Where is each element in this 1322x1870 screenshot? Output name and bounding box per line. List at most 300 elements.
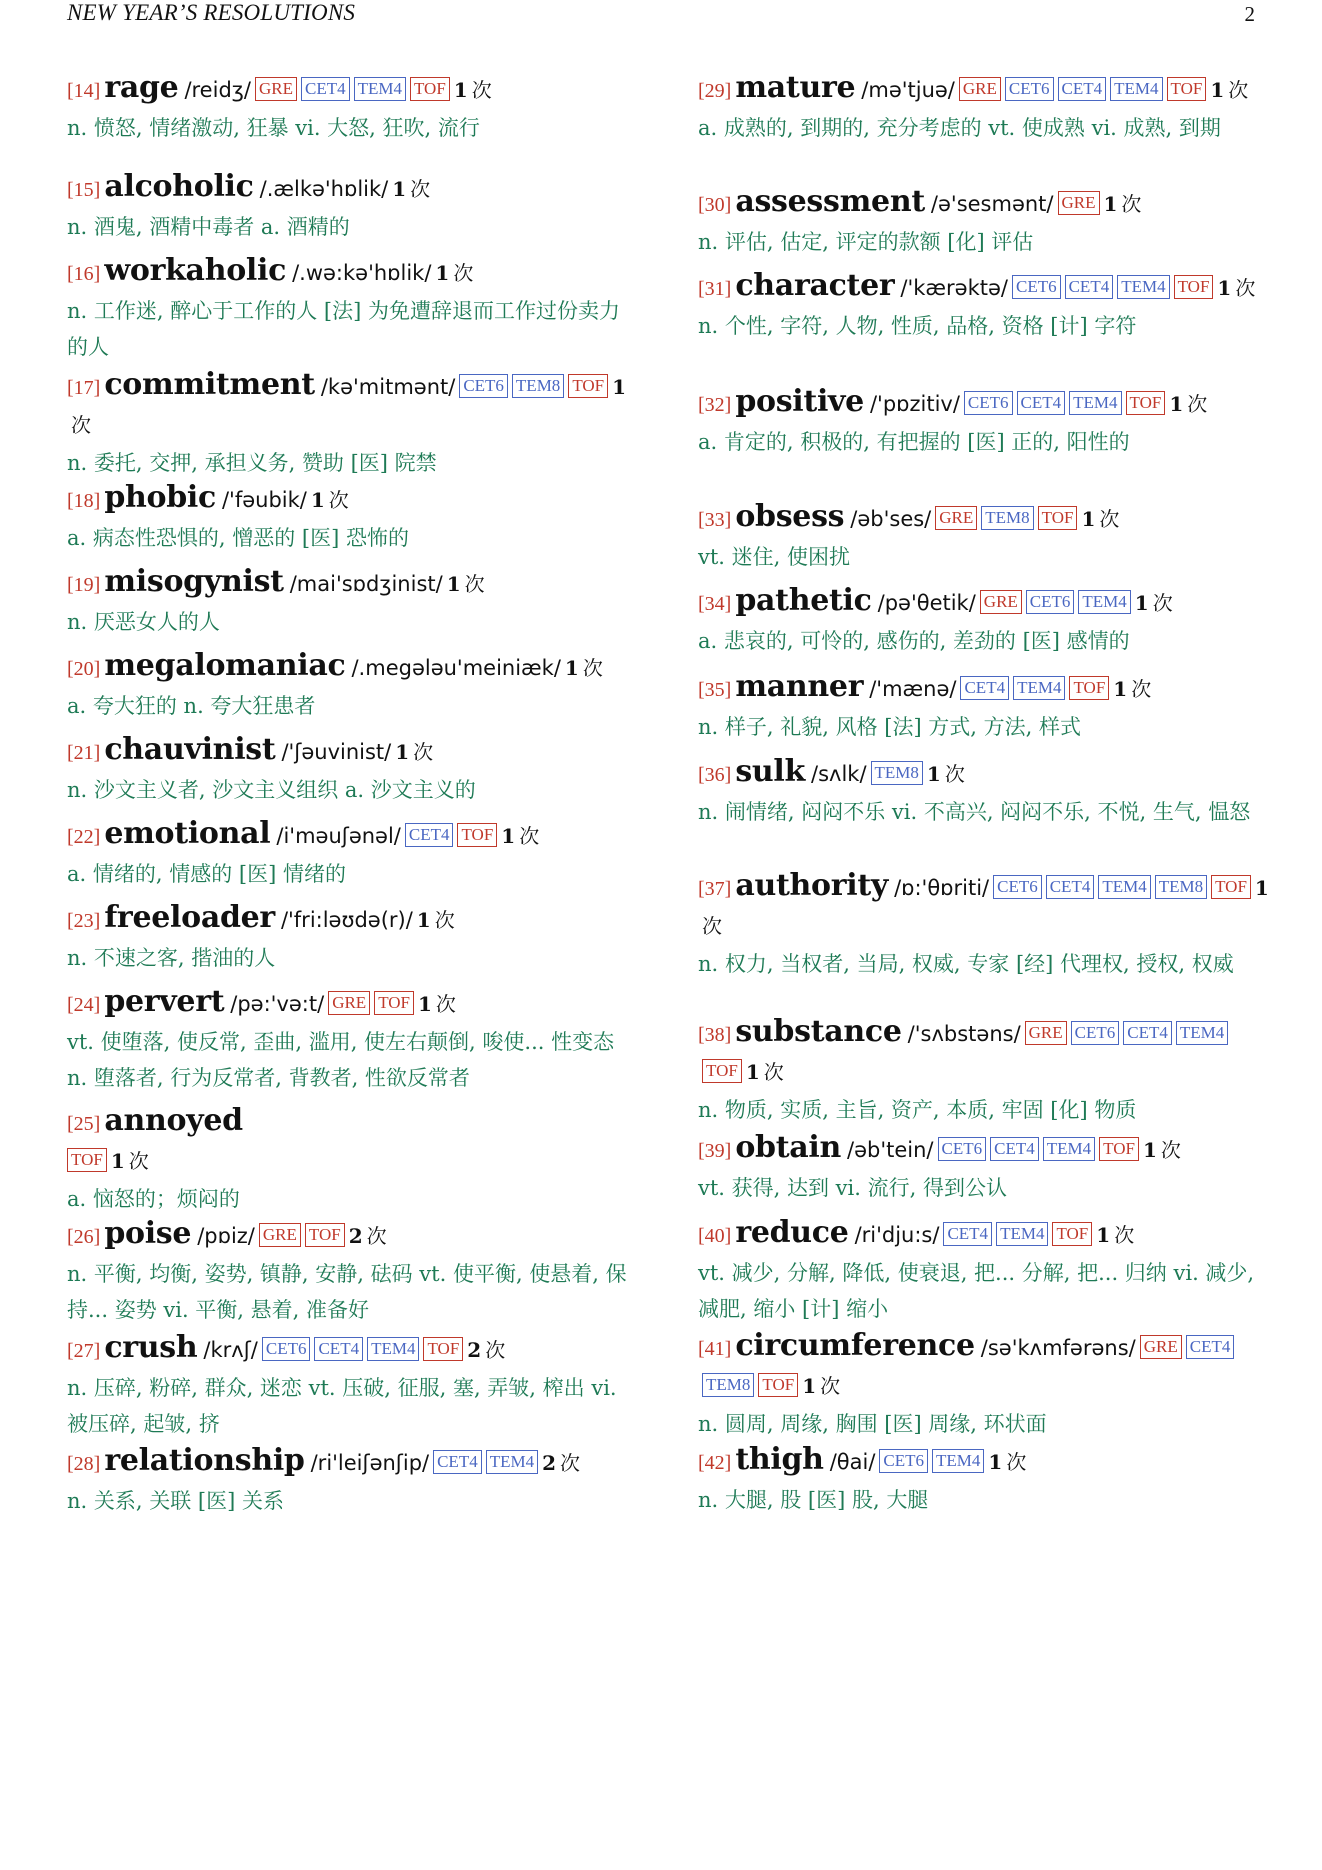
entry-number: [26] — [67, 1226, 101, 1248]
vocab-entry — [67, 169, 637, 245]
exam-tag: TOF — [758, 1373, 798, 1397]
headword: positive — [735, 384, 864, 419]
count-suffix: 次 — [413, 740, 434, 764]
pronunciation: /'pɒzitiv/ — [869, 392, 960, 416]
entry-number: [34] — [698, 593, 732, 615]
count-suffix: 次 — [519, 824, 540, 848]
count-suffix: 次 — [1099, 507, 1120, 531]
exam-tag: TEM8 — [512, 374, 564, 398]
definition: n. 权力, 当权者, 当局, 权威, 专家 [经] 代理权, 授权, 权威 — [698, 952, 1234, 976]
entry-headline — [698, 268, 1270, 308]
occurrence-count — [501, 824, 539, 848]
count-value: 2 — [467, 1338, 482, 1362]
definition: vt. 获得, 达到 vi. 流行, 得到公认 — [698, 1176, 1007, 1200]
count-suffix: 次 — [1160, 1138, 1181, 1162]
count-value: 2 — [542, 1451, 557, 1475]
pronunciation: /pə:'və:t/ — [230, 992, 325, 1016]
headword: annoyed — [104, 1103, 243, 1138]
exam-tag: TOF — [568, 374, 608, 398]
definition: a. 肯定的, 积极的, 有把握的 [医] 正的, 阳性的 — [698, 430, 1130, 454]
exam-tag: CET4 — [314, 1337, 363, 1361]
exam-tag: TOF — [1174, 275, 1214, 299]
count-suffix: 次 — [328, 488, 349, 512]
count-value: 1 — [446, 572, 461, 596]
count-value: 1 — [416, 908, 431, 932]
pronunciation: /sʌlk/ — [811, 762, 867, 786]
entry-number: [41] — [698, 1338, 732, 1360]
pronunciation: /reidʒ/ — [184, 78, 251, 102]
exam-tag: TOF — [374, 991, 414, 1015]
entry-headline — [698, 70, 1270, 110]
exam-tag: GRE — [935, 506, 977, 530]
vocab-entry — [67, 480, 637, 556]
count-value: 1 — [612, 375, 627, 399]
entry-headline — [698, 1014, 1270, 1092]
occurrence-count — [1169, 392, 1207, 416]
entry-number: [20] — [67, 658, 101, 680]
pronunciation: /ɒ:'θɒriti/ — [894, 876, 990, 900]
pronunciation: /'mænə/ — [869, 677, 957, 701]
count-suffix: 次 — [464, 572, 485, 596]
vocab-entry — [67, 648, 637, 724]
vocab-entry — [698, 1130, 1270, 1206]
count-value: 1 — [501, 824, 516, 848]
entry-number: [15] — [67, 179, 101, 201]
entry-headline — [698, 754, 1270, 794]
count-value: 1 — [1254, 876, 1269, 900]
exam-tag: TOF — [423, 1337, 463, 1361]
headword: mature — [735, 70, 856, 105]
pronunciation: /sə'kʌmfərəns/ — [980, 1336, 1136, 1360]
vocab-entry — [698, 1442, 1270, 1518]
count-value: 1 — [1134, 591, 1149, 615]
count-value: 1 — [1081, 507, 1096, 531]
entry-number: [25] — [67, 1113, 101, 1135]
count-suffix: 次 — [71, 413, 91, 437]
exam-tag: CET4 — [1123, 1021, 1172, 1045]
headword: megalomaniac — [104, 648, 346, 683]
vocab-entry — [67, 1216, 637, 1328]
entry-number: [21] — [67, 742, 101, 764]
headword: emotional — [104, 816, 271, 851]
vocab-entry — [698, 499, 1270, 575]
occurrence-count — [565, 656, 603, 680]
headword: rage — [104, 70, 179, 105]
definition: n. 物质, 实质, 主旨, 资产, 本质, 牢固 [化] 物质 — [698, 1098, 1137, 1122]
entry-headline — [698, 868, 1270, 946]
definition: n. 愤怒, 情绪激动, 狂暴 vi. 大怒, 狂吹, 流行 — [67, 116, 480, 140]
definition: n. 不速之客, 揩油的人 — [67, 946, 276, 970]
pronunciation: /ə'sesmənt/ — [930, 192, 1054, 216]
exam-tag: TEM4 — [367, 1337, 419, 1361]
exam-tag: TEM8 — [981, 506, 1033, 530]
vocab-entry — [698, 583, 1270, 659]
count-value: 1 — [395, 740, 410, 764]
entry-headline — [67, 169, 637, 209]
definition: n. 关系, 关联 [医] 关系 — [67, 1489, 284, 1513]
definition: n. 厌恶女人的人 — [67, 610, 220, 634]
exam-tag: TOF — [1126, 391, 1166, 415]
entry-number: [18] — [67, 490, 101, 512]
pronunciation: /krʌʃ/ — [203, 1338, 258, 1362]
exam-tag: TEM4 — [1078, 590, 1130, 614]
pronunciation: /əb'ses/ — [850, 507, 932, 531]
vocab-entry — [698, 70, 1270, 146]
vocab-entry — [67, 1443, 637, 1519]
occurrence-count — [1113, 677, 1151, 701]
occurrence-count — [467, 1338, 505, 1362]
pronunciation: /mə'tjuə/ — [861, 78, 955, 102]
exam-tag: TEM4 — [932, 1449, 984, 1473]
vocab-entry — [67, 253, 637, 365]
entry-headline — [67, 1443, 637, 1483]
exam-tag: CET4 — [1065, 275, 1114, 299]
headword: pervert — [104, 984, 225, 1019]
count-value: 1 — [392, 177, 407, 201]
pronunciation: /'fri:ləʊdə(r)/ — [280, 908, 413, 932]
definition: a. 悲哀的, 可怜的, 感伤的, 差劲的 [医] 感情的 — [698, 629, 1130, 653]
exam-tag: CET6 — [1071, 1021, 1120, 1045]
exam-tag: TEM4 — [1176, 1021, 1228, 1045]
exam-tag: CET4 — [943, 1222, 992, 1246]
entry-headline — [698, 669, 1270, 709]
pronunciation: /.ælkə'hɒlik/ — [259, 177, 389, 201]
exam-tag: CET6 — [879, 1449, 928, 1473]
pronunciation: /əb'tein/ — [847, 1138, 934, 1162]
headword: misogynist — [104, 564, 284, 599]
entry-headline — [67, 984, 637, 1024]
occurrence-count — [1135, 591, 1173, 615]
vocab-entry — [698, 754, 1270, 830]
exam-tag: CET6 — [1026, 590, 1075, 614]
count-suffix: 次 — [471, 78, 492, 102]
headword: assessment — [735, 184, 925, 219]
pronunciation: /mai'sɒdʒinist/ — [289, 572, 443, 596]
entry-number: [31] — [698, 278, 732, 300]
occurrence-count — [1096, 1223, 1134, 1247]
count-suffix: 次 — [582, 656, 603, 680]
pronunciation: /ri'dju:s/ — [854, 1223, 940, 1247]
entry-number: [16] — [67, 263, 101, 285]
exam-tag: TOF — [1211, 875, 1251, 899]
entry-headline — [67, 816, 637, 856]
entry-headline — [67, 70, 637, 110]
exam-tag: CET6 — [262, 1337, 311, 1361]
occurrence-count — [1210, 78, 1248, 102]
count-value: 1 — [745, 1060, 760, 1084]
headword: character — [735, 268, 895, 303]
count-value: 1 — [1103, 192, 1118, 216]
pronunciation: /.megələu'meiniæk/ — [351, 656, 561, 680]
count-value: 1 — [453, 78, 468, 102]
exam-tag: GRE — [1058, 191, 1100, 215]
count-value: 1 — [1210, 78, 1225, 102]
exam-tag: TEM4 — [1013, 676, 1065, 700]
exam-tag: CET4 — [1058, 77, 1107, 101]
headword: crush — [104, 1330, 198, 1365]
entry-number: [19] — [67, 574, 101, 596]
entry-number: [38] — [698, 1024, 732, 1046]
entry-number: [36] — [698, 764, 732, 786]
page-title: NEW YEAR’S RESOLUTIONS — [67, 0, 356, 25]
pronunciation: /'fəubik/ — [221, 488, 307, 512]
vocab-entry — [67, 1330, 637, 1442]
exam-tag: CET6 — [964, 391, 1013, 415]
entry-number: [32] — [698, 394, 732, 416]
count-suffix: 次 — [1114, 1223, 1135, 1247]
vocab-entry — [698, 669, 1270, 745]
exam-tag: TOF — [1052, 1222, 1092, 1246]
entry-headline — [698, 583, 1270, 623]
definition: n. 工作迷, 醉心于工作的人 [法] 为免遭辞退而工作过份卖力的人 — [67, 299, 620, 359]
headword: sulk — [735, 754, 806, 789]
occurrence-count — [927, 762, 965, 786]
entry-number: [29] — [698, 80, 732, 102]
pronunciation: /pə'θetik/ — [877, 591, 976, 615]
count-suffix: 次 — [1228, 78, 1249, 102]
definition: n. 压碎, 粉碎, 群众, 迷恋 vt. 压破, 征服, 塞, 弄皱, 榨出 vi. 被压碎, 起皱, 挤 — [67, 1376, 617, 1436]
definition: a. 夸大狂的 n. 夸大狂患者 — [67, 694, 316, 718]
count-value: 1 — [435, 261, 450, 285]
entry-headline — [698, 1130, 1270, 1170]
vocab-entry — [698, 868, 1270, 982]
count-suffix: 次 — [485, 1338, 506, 1362]
count-suffix: 次 — [366, 1224, 387, 1248]
count-value: 1 — [1113, 677, 1128, 701]
definition: a. 情绪的, 情感的 [医] 情绪的 — [67, 862, 346, 886]
exam-tag: GRE — [255, 77, 297, 101]
pronunciation: /pɒiz/ — [197, 1224, 255, 1248]
vocab-entry — [698, 268, 1270, 344]
exam-tag: TEM4 — [486, 1450, 538, 1474]
exam-tag: TEM4 — [1043, 1137, 1095, 1161]
entry-number: [24] — [67, 994, 101, 1016]
count-suffix: 次 — [1187, 392, 1208, 416]
occurrence-count — [395, 740, 433, 764]
headword: phobic — [104, 480, 216, 515]
entry-headline — [698, 1215, 1270, 1255]
exam-tag: TOF — [1069, 676, 1109, 700]
headword: workaholic — [104, 253, 287, 288]
count-suffix: 次 — [560, 1451, 581, 1475]
vocab-entry — [698, 1014, 1270, 1128]
count-value: 1 — [110, 1149, 125, 1173]
exam-tag: TOF — [1167, 77, 1207, 101]
entry-headline — [67, 732, 637, 772]
entry-headline — [698, 499, 1270, 539]
exam-tag: TEM4 — [1069, 391, 1121, 415]
definition: n. 评估, 估定, 评定的款额 [化] 评估 — [698, 230, 1034, 254]
count-value: 1 — [1169, 392, 1184, 416]
page-header — [67, 0, 1255, 26]
exam-tag: CET4 — [405, 823, 454, 847]
pronunciation: /ri'leiʃənʃip/ — [310, 1451, 430, 1475]
headword: freeloader — [104, 900, 275, 935]
exam-tag: TEM8 — [871, 761, 923, 785]
entry-headline — [67, 1103, 637, 1181]
definition: n. 平衡, 均衡, 姿势, 镇静, 安静, 砝码 vt. 使平衡, 使悬着, 保持... 姿势 vi. 平衡, 悬着, 准备好 — [67, 1262, 627, 1322]
exam-tag: CET6 — [1005, 77, 1054, 101]
vocab-entry — [67, 70, 637, 146]
entry-number: [33] — [698, 509, 732, 531]
exam-tag: CET4 — [1046, 875, 1095, 899]
occurrence-count — [988, 1450, 1026, 1474]
definition: n. 大腿, 股 [医] 股, 大腿 — [698, 1488, 929, 1512]
headword: authority — [735, 868, 889, 903]
headword: manner — [735, 669, 864, 704]
entry-number: [27] — [67, 1340, 101, 1362]
exam-tag: TOF — [410, 77, 450, 101]
page-number: 2 — [1244, 2, 1255, 26]
headword: obtain — [735, 1130, 842, 1165]
exam-tag: CET6 — [938, 1137, 987, 1161]
definition: a. 病态性恐惧的, 憎恶的 [医] 恐怖的 — [67, 526, 409, 550]
count-value: 1 — [802, 1374, 817, 1398]
exam-tag: TOF — [67, 1148, 107, 1172]
occurrence-count — [417, 908, 455, 932]
occurrence-count — [447, 572, 485, 596]
entry-headline — [67, 1330, 637, 1370]
count-suffix: 次 — [1121, 192, 1142, 216]
occurrence-count — [454, 78, 492, 102]
headword: circumference — [735, 1328, 975, 1363]
entry-number: [37] — [698, 878, 732, 900]
vocab-entry — [698, 1215, 1270, 1327]
count-value: 1 — [564, 656, 579, 680]
vocab-entry — [67, 564, 637, 640]
entry-number: [39] — [698, 1140, 732, 1162]
count-suffix: 次 — [128, 1149, 149, 1173]
headword: obsess — [735, 499, 845, 534]
exam-tag: GRE — [980, 590, 1022, 614]
count-suffix: 次 — [434, 908, 455, 932]
entry-number: [14] — [67, 80, 101, 102]
pronunciation: /'sʌbstəns/ — [907, 1022, 1021, 1046]
definition: n. 沙文主义者, 沙文主义组织 a. 沙文主义的 — [67, 778, 476, 802]
exam-tag: TEM4 — [1098, 875, 1150, 899]
exam-tag: TOF — [457, 823, 497, 847]
headword: thigh — [735, 1442, 824, 1477]
occurrence-count — [1104, 192, 1142, 216]
count-value: 1 — [1096, 1223, 1111, 1247]
pronunciation: /kə'mitmənt/ — [320, 375, 456, 399]
count-suffix: 次 — [1235, 276, 1256, 300]
exam-tag: TOF — [1099, 1137, 1139, 1161]
count-suffix: 次 — [1131, 677, 1152, 701]
definition: n. 闹情绪, 闷闷不乐 vi. 不高兴, 闷闷不乐, 不悦, 生气, 愠怒 — [698, 800, 1251, 824]
vocab-entry — [698, 1328, 1270, 1442]
vocab-entry — [67, 900, 637, 976]
exam-tag: CET4 — [301, 77, 350, 101]
entry-headline — [67, 648, 637, 688]
vocab-entry — [698, 384, 1270, 460]
entry-headline — [67, 253, 637, 293]
count-value: 1 — [1142, 1138, 1157, 1162]
occurrence-count — [418, 992, 456, 1016]
entry-headline — [67, 564, 637, 604]
entry-number: [35] — [698, 679, 732, 701]
headword: poise — [104, 1216, 192, 1251]
exam-tag: GRE — [959, 77, 1001, 101]
entry-number: [42] — [698, 1452, 732, 1474]
count-value: 1 — [988, 1450, 1003, 1474]
count-suffix: 次 — [1152, 591, 1173, 615]
pronunciation: /'kærəktə/ — [900, 276, 1008, 300]
headword: alcoholic — [104, 169, 254, 204]
exam-tag: TOF — [1038, 506, 1078, 530]
headword: pathetic — [735, 583, 872, 618]
exam-tag: GRE — [328, 991, 370, 1015]
entry-headline — [698, 1328, 1270, 1406]
exam-tag: CET4 — [1017, 391, 1066, 415]
exam-tag: TOF — [702, 1059, 742, 1083]
occurrence-count — [1143, 1138, 1181, 1162]
count-value: 1 — [418, 992, 432, 1016]
occurrence-count — [802, 1374, 840, 1398]
exam-tag: TEM8 — [1155, 875, 1207, 899]
exam-tag: TEM8 — [702, 1373, 754, 1397]
exam-tag: TEM4 — [996, 1222, 1048, 1246]
occurrence-count — [1081, 507, 1119, 531]
pronunciation: /i'məuʃənəl/ — [276, 824, 401, 848]
occurrence-count — [746, 1060, 784, 1084]
entry-number: [22] — [67, 826, 101, 848]
entry-headline — [67, 367, 637, 445]
exam-tag: CET4 — [990, 1137, 1039, 1161]
entry-number: [28] — [67, 1453, 101, 1475]
vocab-entry — [67, 732, 637, 808]
occurrence-count — [311, 488, 349, 512]
count-suffix: 次 — [702, 914, 722, 938]
entry-number: [30] — [698, 194, 732, 216]
entry-headline — [698, 1442, 1270, 1482]
entry-headline — [67, 900, 637, 940]
count-suffix: 次 — [944, 762, 965, 786]
vocab-entry — [67, 367, 637, 481]
definition: n. 个性, 字符, 人物, 性质, 品格, 资格 [计] 字符 — [698, 314, 1137, 338]
definition: vt. 减少, 分解, 降低, 使衰退, 把... 分解, 把... 归纳 vi. 减少, 减肥, 缩小 [计] 缩小 — [698, 1261, 1255, 1321]
headword: commitment — [104, 367, 315, 402]
entry-headline — [698, 184, 1270, 224]
occurrence-count — [392, 177, 430, 201]
vocab-entry — [67, 1103, 637, 1217]
exam-tag: TOF — [305, 1223, 345, 1247]
count-suffix: 次 — [410, 177, 431, 201]
exam-tag: CET4 — [960, 676, 1009, 700]
exam-tag: CET6 — [459, 374, 508, 398]
occurrence-count — [435, 261, 473, 285]
count-suffix: 次 — [820, 1374, 841, 1398]
count-suffix: 次 — [763, 1060, 784, 1084]
headword: relationship — [104, 1443, 305, 1478]
count-value: 1 — [1217, 276, 1232, 300]
definition: a. 恼怒的；烦闷的 — [67, 1187, 240, 1211]
definition: vt. 使堕落, 使反常, 歪曲, 滥用, 使左右颠倒, 唆使... 性变态 n. 堕落者, 行为反常者, 背教者, 性欲反常者 — [67, 1030, 615, 1090]
pronunciation: /.wə:kə'hɒlik/ — [292, 261, 432, 285]
definition: n. 委托, 交押, 承担义务, 赞助 [医] 院禁 — [67, 451, 437, 475]
exam-tag: GRE — [259, 1223, 301, 1247]
entry-number: [17] — [67, 377, 101, 399]
occurrence-count — [542, 1451, 580, 1475]
count-suffix: 次 — [453, 261, 474, 285]
vocab-entry — [698, 184, 1270, 260]
occurrence-count — [111, 1149, 149, 1173]
entry-headline — [698, 384, 1270, 424]
exam-tag: GRE — [1140, 1335, 1182, 1359]
definition: n. 样子, 礼貌, 风格 [法] 方式, 方法, 样式 — [698, 715, 1082, 739]
count-value: 1 — [310, 488, 325, 512]
entry-headline — [67, 480, 637, 520]
